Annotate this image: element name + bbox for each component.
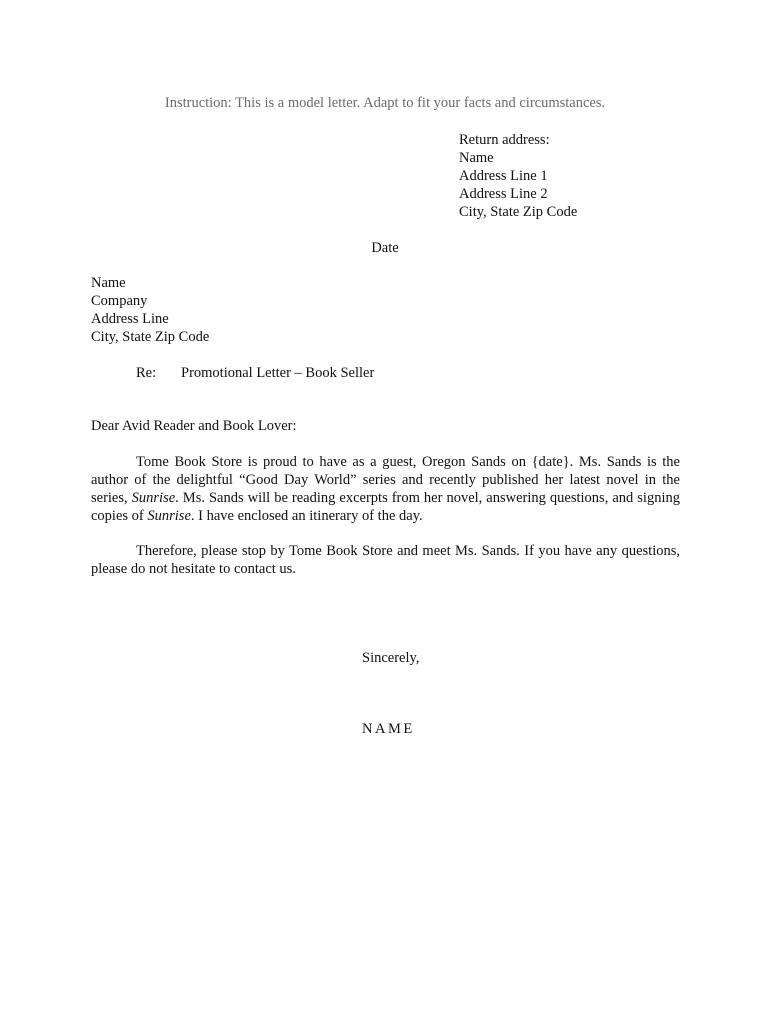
book-title-2: Sunrise	[147, 508, 191, 524]
letter-date: Date	[371, 240, 399, 256]
recipient-city-state-zip: City, State Zip Code	[91, 329, 210, 345]
recipient-company: Company	[91, 293, 148, 309]
subject-text: Promotional Letter – Book Seller	[181, 365, 375, 381]
subject-label: Re:	[136, 365, 157, 381]
return-address-name: Name	[459, 150, 494, 166]
body-paragraph-1	[91, 453, 680, 525]
recipient-name: Name	[91, 275, 126, 291]
book-title-1: Sunrise	[131, 490, 176, 506]
body-paragraph-1-text-a: Tome Book Store is proud to have as a guest, Oregon Sands on {date}. Ms. Sands is the author of the delightful “Good Day World” series and recently published her latest novel in the series,	[91, 454, 680, 506]
return-address-line-2: Address Line 2	[459, 186, 548, 202]
return-address-city-state-zip: City, State Zip Code	[459, 204, 578, 220]
instruction-note: Instruction: This is a model letter. Adapt to fit your facts and circumstances.	[164, 95, 606, 111]
recipient-address-block	[91, 274, 209, 346]
return-address-heading: Return address:	[459, 132, 550, 148]
body-paragraph-2: Therefore, please stop by Tome Book Store and meet Ms. Sands. If you have any questions, please do not hesitate to contact us.	[91, 543, 680, 577]
closing: Sincerely,	[362, 650, 420, 666]
body-paragraph-1-text-b: . Ms. Sands will be reading excerpts from her novel, answering questions, and signing copies of	[91, 490, 680, 524]
body-paragraph-1-text-c: . I have enclosed an itinerary of the day.	[190, 508, 423, 524]
signature-name: NAME	[362, 721, 415, 737]
recipient-address-line: Address Line	[91, 311, 169, 327]
subject-line	[136, 364, 374, 382]
return-address-line-1: Address Line 1	[459, 168, 548, 184]
salutation: Dear Avid Reader and Book Lover:	[91, 418, 297, 434]
return-address-block	[459, 131, 577, 221]
